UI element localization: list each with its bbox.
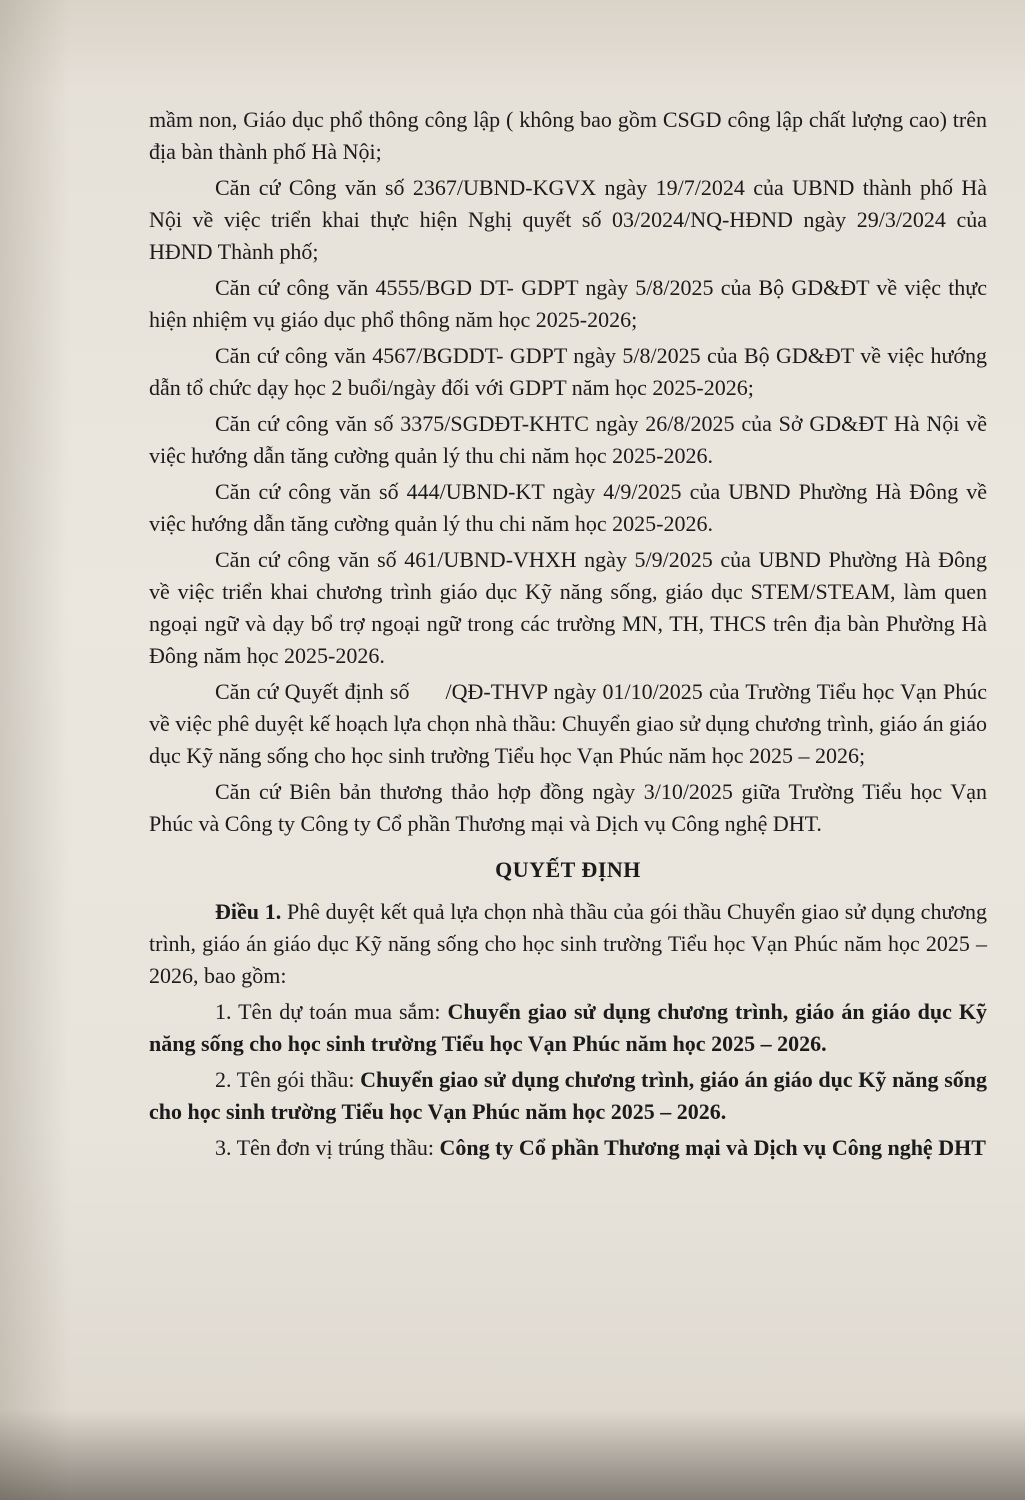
paragraph-continuation: mầm non, Giáo dục phổ thông công lập ( không bao gồm CSGD công lập chất lượng cao) trên địa bàn thành phố Hà Nội; <box>149 107 987 164</box>
paragraph-cv-4567: Căn cứ công văn 4567/BGDDT- GDPT ngày 5/8/2025 của Bộ GD&ĐT về việc hướng dẫn tổ chức dạy học 2 buổi/ngày đối với GDPT năm học 2025-2026; <box>149 343 987 400</box>
item-3-value: Công ty Cổ phần Thương mại và Dịch vụ Công nghệ DHT <box>439 1135 986 1160</box>
article-1-text: Phê duyệt kết quả lựa chọn nhà thầu của gói thầu Chuyển giao sử dụng chương trình, giáo án giáo dục Kỹ năng sống cho học sinh trường Tiểu học Vạn Phúc năm học 2025 – 2026, bao gồm: <box>149 899 988 988</box>
paragraph-decision-ref <box>149 676 987 772</box>
item-2-value: Chuyển giao sử dụng chương trình, giáo án giáo dục Kỹ năng sống cho học sinh trường Tiểu học Vạn Phúc năm học 2025 – 2026. <box>149 1067 988 1124</box>
document-body <box>149 104 987 1168</box>
item-1-value: Chuyển giao sử dụng chương trình, giáo án giáo dục Kỹ năng sống cho học sinh trường Tiểu học Vạn Phúc năm học 2025 – 2026. <box>149 999 987 1056</box>
paragraph-cv-3375: Căn cứ công văn số 3375/SGDĐT-KHTC ngày 26/8/2025 của Sở GD&ĐT Hà Nội về việc hướng dẫn tăng cường quản lý thu chi năm học 2025-2026. <box>149 411 987 468</box>
page-shadow-left <box>0 0 70 1500</box>
decision-ref-before: Căn cứ Quyết định số <box>215 679 410 704</box>
decision-ref-after: /QĐ-THVP ngày 01/10/2025 của Trường Tiểu học Vạn Phúc về việc phê duyệt kế hoạch lựa chọn nhà thầu: Chuyển giao sử dụng chương trình, giáo án giáo dục Kỹ năng sống cho học sinh trường Tiểu học Vạn Phúc năm học 2025 – 2026; <box>149 679 987 768</box>
page-shadow-bottom <box>0 1410 1025 1500</box>
item-3-label: 3. Tên đơn vị trúng thầu: <box>215 1135 434 1160</box>
paragraph-cv-2367: Căn cứ Công văn số 2367/UBND-KGVX ngày 19/7/2024 của UBND thành phố Hà Nội về việc triển khai thực hiện Nghị quyết số 03/2024/NQ-HĐND ngày 29/3/2024 của HĐND Thành phố; <box>149 175 987 264</box>
article-1 <box>149 896 987 992</box>
paragraph-cv-4555: Căn cứ công văn 4555/BGD DT- GDPT ngày 5/8/2025 của Bộ GD&ĐT về việc thực hiện nhiệm vụ giáo dục phổ thông năm học 2025-2026; <box>149 275 987 332</box>
item-1-label: 1. Tên dự toán mua sắm: <box>215 999 441 1024</box>
paragraph-negotiation-minutes: Căn cứ Biên bản thương thảo hợp đồng ngày 3/10/2025 giữa Trường Tiểu học Vạn Phúc và Công ty Công ty Cổ phần Thương mại và Dịch vụ Công nghệ DHT. <box>149 779 987 836</box>
item-2-label: 2. Tên gói thầu: <box>215 1067 355 1092</box>
section-heading: QUYẾT ĐỊNH <box>495 857 641 882</box>
item-1 <box>149 996 987 1060</box>
item-3 <box>149 1132 987 1164</box>
item-2 <box>149 1064 987 1128</box>
paragraph-cv-461: Căn cứ công văn số 461/UBND-VHXH ngày 5/9/2025 của UBND Phường Hà Đông về việc triển khai chương trình giáo dục Kỹ năng sống, giáo dục STEM/STEAM, làm quen ngoại ngữ và dạy bổ trợ ngoại ngữ trong các trường MN, TH, THCS trên địa bàn Phường Hà Đông năm học 2025-2026. <box>149 547 987 668</box>
paragraph-cv-444: Căn cứ công văn số 444/UBND-KT ngày 4/9/2025 của UBND Phường Hà Đông về việc hướng dẫn tăng cường quản lý thu chi năm học 2025-2026. <box>149 479 987 536</box>
article-1-label: Điều 1. <box>215 899 282 924</box>
